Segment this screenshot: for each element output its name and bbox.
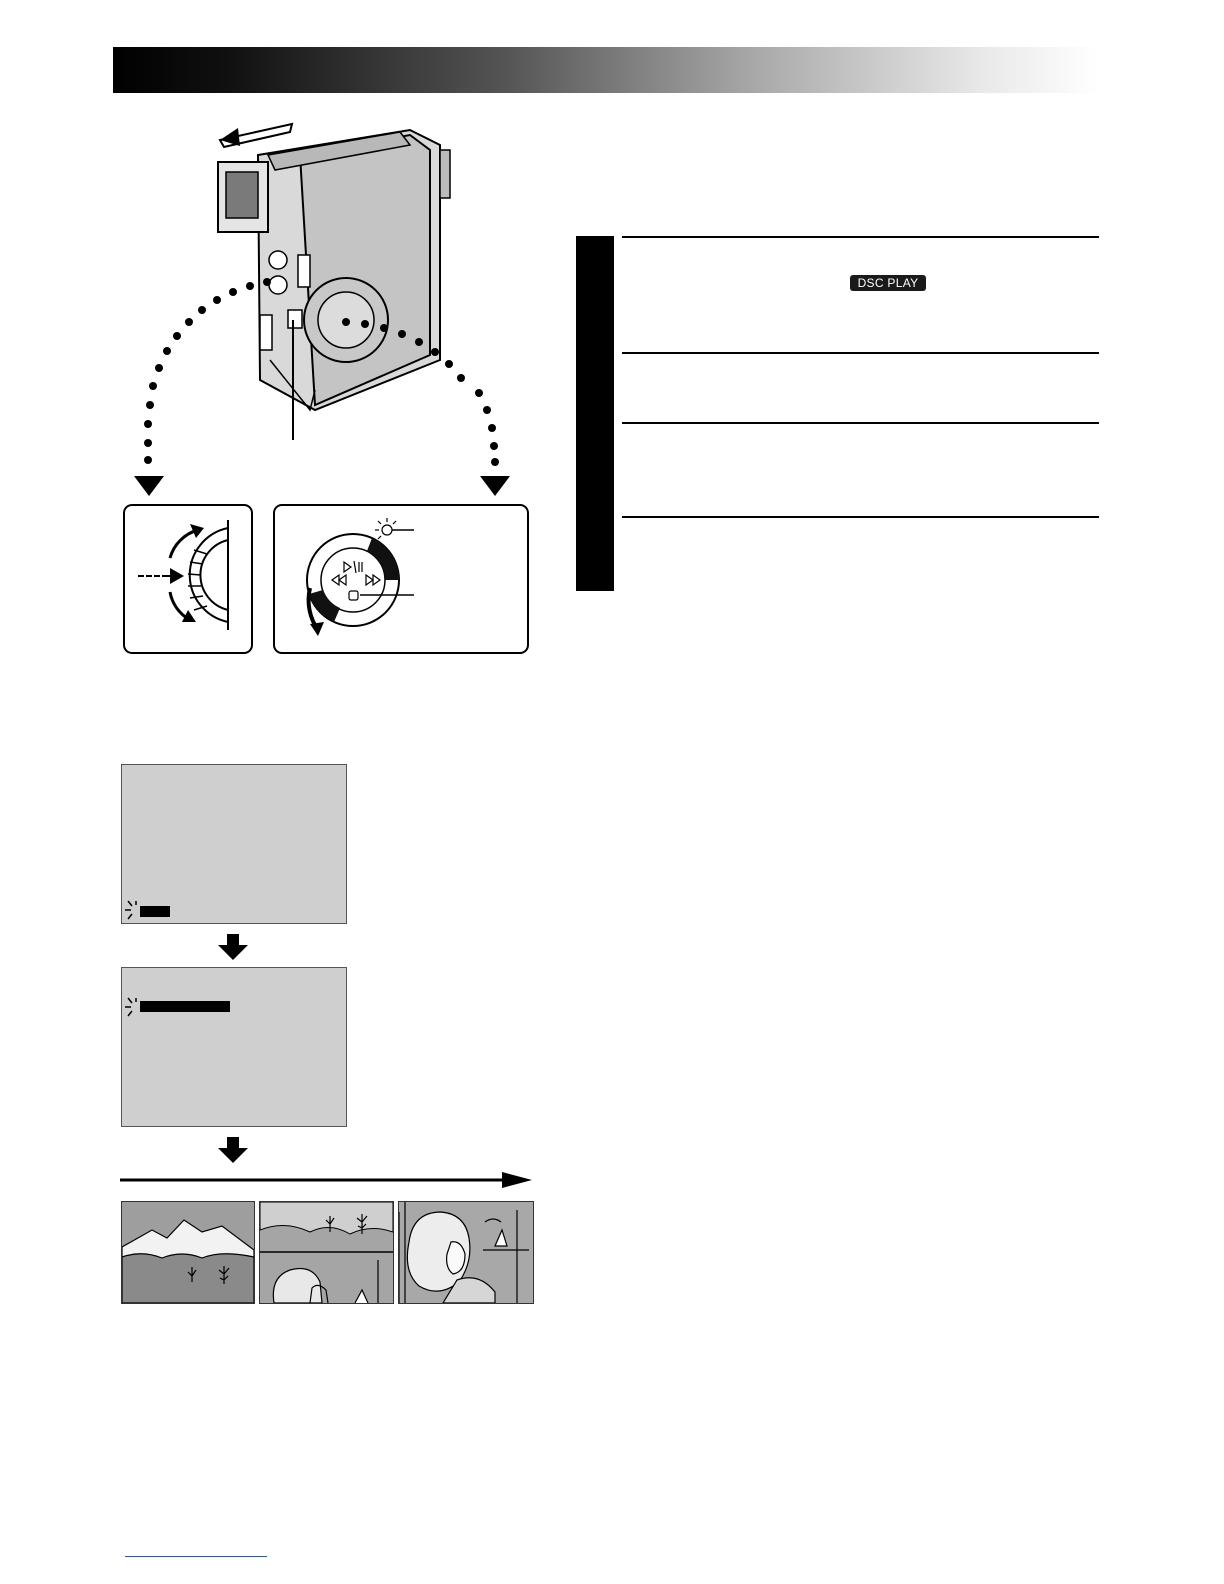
trees-and-woman-split-icon — [259, 1201, 394, 1304]
mode-dial-icon — [124, 505, 252, 653]
control-pad-icon — [274, 505, 528, 653]
screen-display-1 — [121, 764, 347, 924]
osd-indicator-bar — [140, 1001, 230, 1012]
down-arrow-icon — [218, 1137, 248, 1163]
slide-arrow-icon — [220, 124, 292, 147]
footer-link-underline[interactable] — [125, 1556, 267, 1557]
step-divider-4 — [622, 516, 1099, 518]
step-tab — [576, 236, 614, 591]
step-divider-3 — [622, 422, 1099, 424]
camera-body — [218, 130, 450, 410]
woman-portrait-icon — [398, 1201, 534, 1304]
step-divider-1 — [622, 236, 1099, 238]
down-arrow-icon — [218, 934, 248, 960]
osd-indicator-bar — [140, 906, 170, 917]
dotted-arc-left — [134, 278, 271, 496]
mountain-scene-icon — [121, 1201, 255, 1304]
dsc-play-badge: DSC PLAY — [850, 275, 926, 291]
header-gradient-band — [113, 47, 1098, 93]
screen-display-2 — [121, 967, 347, 1127]
timeline-arrow-icon — [120, 1170, 532, 1190]
step-divider-2 — [622, 352, 1099, 354]
camcorder-illustration — [110, 110, 550, 670]
